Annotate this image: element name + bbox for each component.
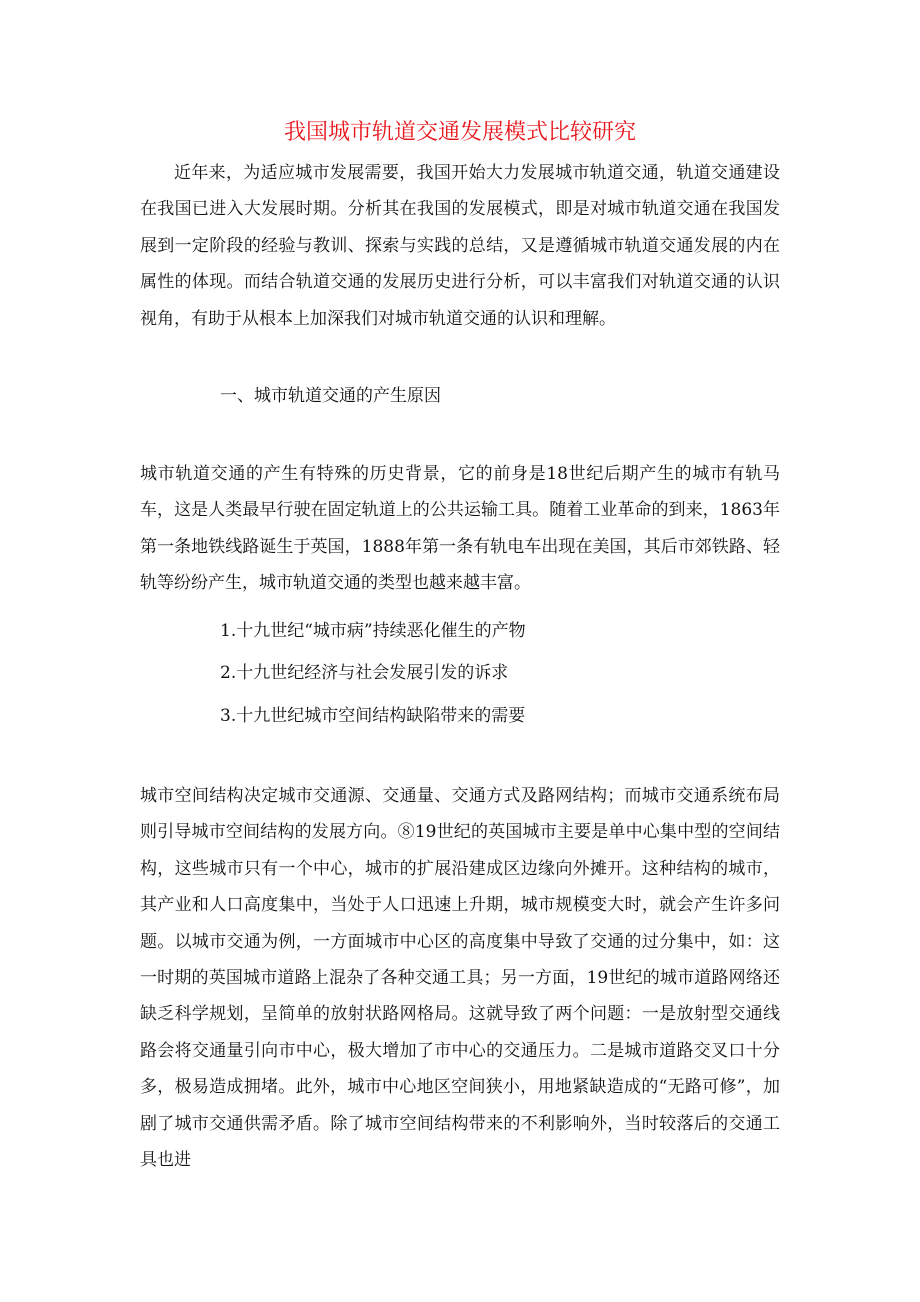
section1-paragraph: 城市轨道交通的产生有特殊的历史背景，它的前身是18世纪后期产生的城市有轨马车，这是人类最早行驶在固定轨道上的公共运输工具。随着工业革命的到来，1863年第一条地铁线路诞生于英国，1888年第一条有轨电车出现在美国，其后市郊铁路、轻轨等纷纷产生，城市轨道交通的类型也越来越丰富。 [140,464,780,594]
section-heading-1: 一、城市轨道交通的产生原因 [220,386,441,406]
subheading-1: 1.十九世纪“城市病”持续恶化催生的产物 [220,621,526,641]
intro-paragraph: 近年来，为适应城市发展需要，我国开始大力发展城市轨道交通，轨道交通建设在我国已进入大发展时期。分析其在我国的发展模式，即是对城市轨道交通在我国发展到一定阶段的经验与教训、探索与实践的总结，又是遵循城市轨道交通发展的内在属性的体现。而结合轨道交通的发展历史进行分析，可以丰富我们对轨道交通的认识视角，有助于从根本上加深我们对城市轨道交通的认识和理解。 [140,163,780,329]
subheading-2: 2.十九世纪经济与社会发展引发的诉求 [220,663,509,683]
subheading-3: 3.十九世纪城市空间结构缺陷带来的需要 [220,706,526,726]
section3-paragraph: 城市空间结构决定城市交通源、交通量、交通方式及路网结构；而城市交通系统布局则引导城市空间结构的发展方向。⑧19世纪的英国城市主要是单中心集中型的空间结构，这些城市只有一个中心，城市的扩展沿建成区边缘向外摊开。这种结构的城市，其产业和人口高度集中，当处于人口迅速上升期，城市规模变大时，就会产生许多问题。以城市交通为例，一方面城市中心区的高度集中导致了交通的过分集中，如：这一时期的英国城市道路上混杂了各种交通工具；另一方面，19世纪的城市道路网络还缺乏科学规划，呈简单的放射状路网格局。这就导致了两个问题：一是放射型交通线路会将交通量引向市中心，极大增加了市中心的交通压力。二是城市道路交叉口十分多，极易造成拥堵。此外，城市中心地区空间狭小，用地紧缺造成的“无路可修”，加剧了城市交通供需矛盾。除了城市空间结构带来的不利影响外，当时较落后的交通工具也进 [140,786,780,1171]
document-title: 我国城市轨道交通发展模式比较研究 [283,120,636,145]
